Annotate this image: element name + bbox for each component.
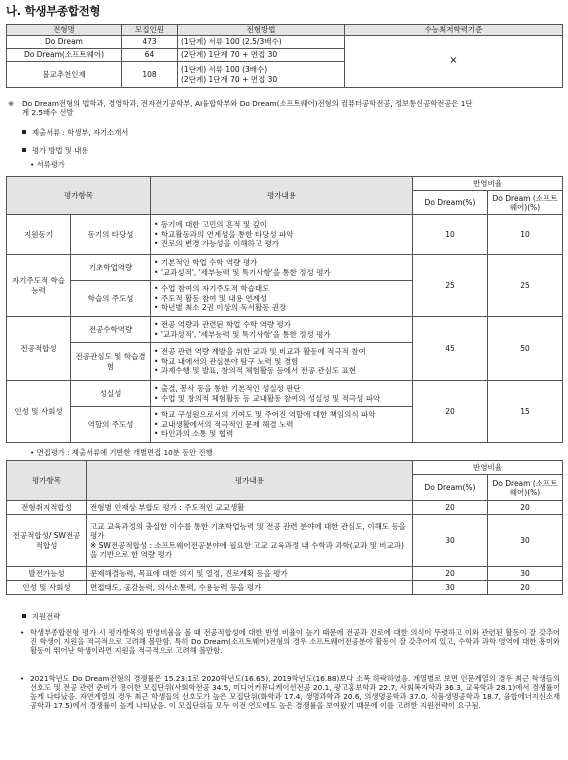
ratio-sw: 25 [488, 255, 563, 317]
square-bullet-icon [22, 148, 26, 152]
header-type: 전형명 [7, 25, 122, 36]
ratio-dd: 20 [413, 501, 488, 515]
eval-content: • 동기에 대한 고민의 흔적 및 깊이 • 학교활동과의 연계성을 통한 타당성 파악 • 진로의 변경 가능성을 이해하고 평가 [151, 215, 413, 255]
document-evaluation-table [6, 176, 563, 443]
ratio-sw: 15 [488, 381, 563, 443]
item-name: 인성 및 사회성 [7, 581, 87, 595]
type-name: 불교추천인재 [7, 62, 122, 88]
eval-content: • 수업 참여의 자기주도적 학습태도 • 주도적 활동 참여 및 내용 연계성 • 학년별 최소 2권 이상의 독서활동 권장 [151, 281, 413, 317]
type-method: (2단계) 1단계 70 + 면접 30 [178, 49, 345, 62]
header-ratio: 반영비율 [413, 177, 563, 191]
type-name: Do Dream [7, 36, 122, 49]
strategy-paragraph-1: • 학생부종합전형 평가 시 평가항목의 반영비율을 볼 때 전공적합성에 대한 반영 비율이 높기 때문에 전공과 진로에 대한 의식이 뚜렷하고 이와 관련된 활동이 잘 갖추어진 학생이 지원을 적극적으로 고려해 볼만함. 특히 Do Dream(소프트웨어)전형의 경우 소프트웨어전공분야 활동이 잘 갖추어져 있고, 수학과 과학 영역에 대한 흥미와 활동이 뛰어난 학생이라면 지원을 적극적으로 고려해 볼만함. [20, 628, 560, 656]
section-title: 나. 학생부종합전형 [6, 4, 101, 18]
strategy-bullet: 지원전략 [22, 612, 60, 621]
table-row [7, 381, 563, 407]
ratio-sw: 20 [488, 581, 563, 595]
selection-note: ※ Do Dream전형의 법학과, 경영학과, 전자전기공학부, AI융합학부와 Do Dream(소프트웨어)전형의 컴퓨터공학전공, 정보통신공학전공은 1단 계 2.5배수 선발 [8, 99, 473, 118]
eval-content: • 출결, 봉사 등을 통한 기본적인 성실성 판단 • 수업 및 창의적 체험활동 등 교내활동 참여의 성실성 및 적극성 파악 [151, 381, 413, 407]
type-count: 64 [122, 49, 178, 62]
header-method: 전형방법 [178, 25, 345, 36]
eval-content: 면접태도, 공감능력, 의사소통력, 수용능력 등을 평가 [87, 581, 413, 595]
sub-item-name: 성실성 [71, 381, 151, 407]
eval-content: 문제해결능력, 목표에 대한 의지 및 열정, 진로계획 등을 평가 [87, 567, 413, 581]
table-row [7, 215, 563, 255]
square-bullet-icon [22, 130, 26, 134]
eval-content: • 학교 구성원으로서의 기여도 및 주어진 역할에 대한 책임의식 파악 • 교내생활에서의 적극적인 문제 해결 노력 • 타인과의 소통 및 협력 [151, 407, 413, 443]
eval-content: • 기본적인 학업 수학 역량 평가 • '교과성적', '세부능력 및 특기사항'을 통한 정성 평가 [151, 255, 413, 281]
admission-types-table [6, 24, 563, 88]
ratio-dd: 25 [413, 255, 488, 317]
header-sw: Do Dream (소프트웨어)(%) [488, 191, 563, 215]
ratio-dd: 30 [413, 581, 488, 595]
square-bullet-icon [22, 614, 26, 618]
sub-item-name: 역할의 주도성 [71, 407, 151, 443]
group-name: 자기주도적 학습능력 [7, 255, 71, 317]
interview-eval-label: • 면접평가 : 제출서류에 기반한 개별면접 10분 동안 진행 [30, 448, 213, 457]
header-dd: Do Dream(%) [413, 475, 488, 501]
sub-item-name: 전공수학역량 [71, 317, 151, 343]
group-name: 지원동기 [7, 215, 71, 255]
header-ratio: 반영비율 [413, 461, 563, 475]
type-count: 473 [122, 36, 178, 49]
ratio-sw: 50 [488, 317, 563, 381]
header-min-standard: 수능최저학력기준 [345, 25, 563, 36]
header-item: 평가항목 [7, 177, 151, 215]
type-method: (1단계) 서류 100 (3배수) (2단계) 1단계 70 + 면접 30 [178, 62, 345, 88]
ratio-dd: 20 [413, 381, 488, 443]
table-row [7, 501, 563, 515]
item-name: 전공적합성/ SW전공적합성 [7, 515, 87, 567]
table-row [7, 36, 563, 49]
item-name: 발전가능성 [7, 567, 87, 581]
ratio-dd: 30 [413, 515, 488, 567]
type-method: (1단계) 서류 100 (2.5/3배수) [178, 36, 345, 49]
header-count: 모집인원 [122, 25, 178, 36]
table-row [7, 567, 563, 581]
sub-item-name: 동기의 타당성 [71, 215, 151, 255]
type-count: 108 [122, 62, 178, 88]
group-name: 전공적합성 [7, 317, 71, 381]
strategy-paragraph-2: • 2021학년도 Do Dream전형의 경쟁률은 15.23:1로 2020학년도(16.65), 2019학년도(16.88)보다 소폭 하락하였음. 계열별로 보면 인문계열의 경우 최근 학생들의 선호도 및 전공 관련 준비가 용이한 모집단위(사회학전공 34.5, 미디어커뮤니케이션전공 20.1, 광고홍보학과 22.7, 사회복지학과 36.3, 교육학과 28.1)에서 경쟁률이 높게 나타났음. 자연계열의 경우 최근 학생들의 선호도가 높은 모집단위(화학과 17.4, 생명과학과 20.6, 의생명공학과 37.0, 식품생명공학과 18.7, 융합에너지신소재공학과 17.5)에서 경쟁률이 높게 나타났음. 이 모집단위들 모두 이전 연도에도 높은 경쟁률을 보여왔기 때문에 이를 고려한 지원전략이 요구됨. [20, 674, 560, 711]
eval-content: • 전공 관련 역량 계발을 위한 교과 및 비교과 활동에 적극적 참여 • 학교 내에서의 관심분야 탐구 노력 및 경험 • 과제수행 및 발표, 창의적 체험활동 등에서 전공 관심도 표현 [151, 343, 413, 381]
interview-evaluation-table [6, 460, 563, 595]
item-name: 전형취지적합성 [7, 501, 87, 515]
group-name: 인성 및 사회성 [7, 381, 71, 443]
table-row [7, 255, 563, 281]
sub-item-name: 전공관심도 및 학습경험 [71, 343, 151, 381]
ratio-sw: 30 [488, 567, 563, 581]
ratio-sw: 20 [488, 501, 563, 515]
header-content: 평가내용 [87, 461, 413, 501]
ratio-dd: 20 [413, 567, 488, 581]
ratio-dd: 45 [413, 317, 488, 381]
eval-content: 고교 교육과정의 충실한 이수를 통한 기초학업능력 및 전공 관련 분야에 대한 관심도, 이해도 등을 평가 ※ SW전공적합성 : 소프트웨어전공분야에 필요한 고교 교육과정 내 수학과 과학(교과 및 비교과) 을 기반으로 한 역량 평가 [87, 515, 413, 567]
header-item: 평가항목 [7, 461, 87, 501]
eval-content: • 전공 역량과 관련된 학업 수학 역량 평가 • '교과성적', '세부능력 및 특기사항'을 통한 정성 평가 [151, 317, 413, 343]
ratio-dd: 10 [413, 215, 488, 255]
min-standard-value: × [345, 36, 563, 88]
evaluation-bullet: 평가 방법 및 내용 [22, 146, 88, 155]
table-row [7, 581, 563, 595]
header-content: 평가내용 [151, 177, 413, 215]
table-row [7, 317, 563, 343]
ratio-sw: 30 [488, 515, 563, 567]
document-eval-label: • 서류평가 [30, 160, 65, 169]
sub-item-name: 기초학업역량 [71, 255, 151, 281]
header-sw: Do Dream (소프트웨어)(%) [488, 475, 563, 501]
type-name: Do Dream(소프트웨어) [7, 49, 122, 62]
documents-bullet: 제출서류 : 학생부, 자기소개서 [22, 128, 128, 137]
ratio-sw: 10 [488, 215, 563, 255]
table-row [7, 515, 563, 567]
sub-item-name: 학습의 주도성 [71, 281, 151, 317]
eval-content: 전형별 인재상 부합도 평가 : 주도적인 교교생활 [87, 501, 413, 515]
header-dd: Do Dream(%) [413, 191, 488, 215]
